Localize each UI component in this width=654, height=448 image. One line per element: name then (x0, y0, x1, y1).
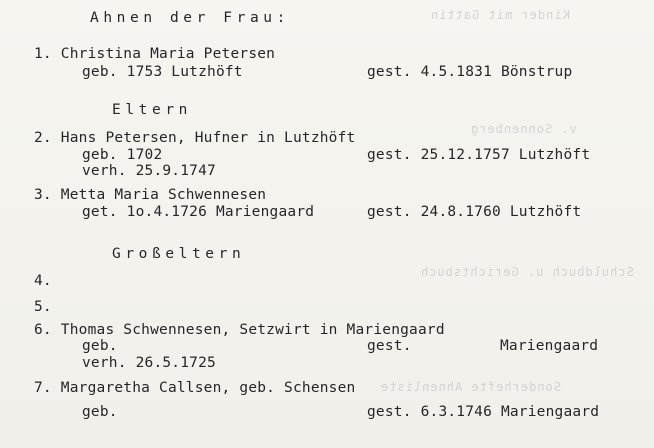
entry-7-name: 7. Margaretha Callsen, geb. Schensen (34, 380, 356, 396)
entry-6-born: geb. (82, 338, 118, 354)
entry-2-name: 2. Hans Petersen, Hufner in Lutzhöft (34, 130, 356, 146)
entry-6-name: 6. Thomas Schwennesen, Setzwirt in Mariengaard (34, 322, 445, 338)
entry-2-married: verh. 25.9.1747 (82, 163, 216, 179)
entry-6-died: gest. (367, 338, 412, 354)
entry-7-born: geb. (82, 404, 118, 420)
entry-5-name: 5. (34, 299, 52, 315)
entry-1-died: gest. 4.5.1831 Bönstrup (367, 64, 573, 80)
entry-4-name: 4. (34, 273, 52, 289)
entry-3-died: gest. 24.8.1760 Lutzhöft (367, 204, 582, 220)
entry-2-died: gest. 25.12.1757 Lutzhöft (367, 147, 591, 163)
entry-1-name: 1. Christina Maria Petersen (34, 46, 276, 62)
entry-7-died: gest. 6.3.1746 Mariengaard (367, 404, 600, 420)
bleed-through-text: v. Sonnenberg (470, 122, 577, 136)
entry-1-born: geb. 1753 Lutzhöft (82, 64, 243, 80)
bleed-through-text: Kinder mit Gattin (430, 8, 570, 22)
bleed-through-text: Sonderhefte Ahnenliste (380, 380, 561, 394)
entry-2-born: geb. 1702 (82, 147, 163, 163)
bleed-through-text: Schuldbuch u. Gerichtsbuch (420, 265, 634, 279)
entry-6-place: Mariengaard (500, 338, 599, 354)
entry-3-born: get. 1o.4.1726 Mariengaard (82, 204, 315, 220)
entry-6-married: verh. 26.5.1725 (82, 355, 216, 371)
page-heading: Ahnen der Frau: (90, 10, 290, 26)
section-eltern: Eltern (112, 102, 192, 118)
entry-3-name: 3. Metta Maria Schwennesen (34, 187, 267, 203)
section-grosseltern: Großeltern (112, 246, 246, 262)
